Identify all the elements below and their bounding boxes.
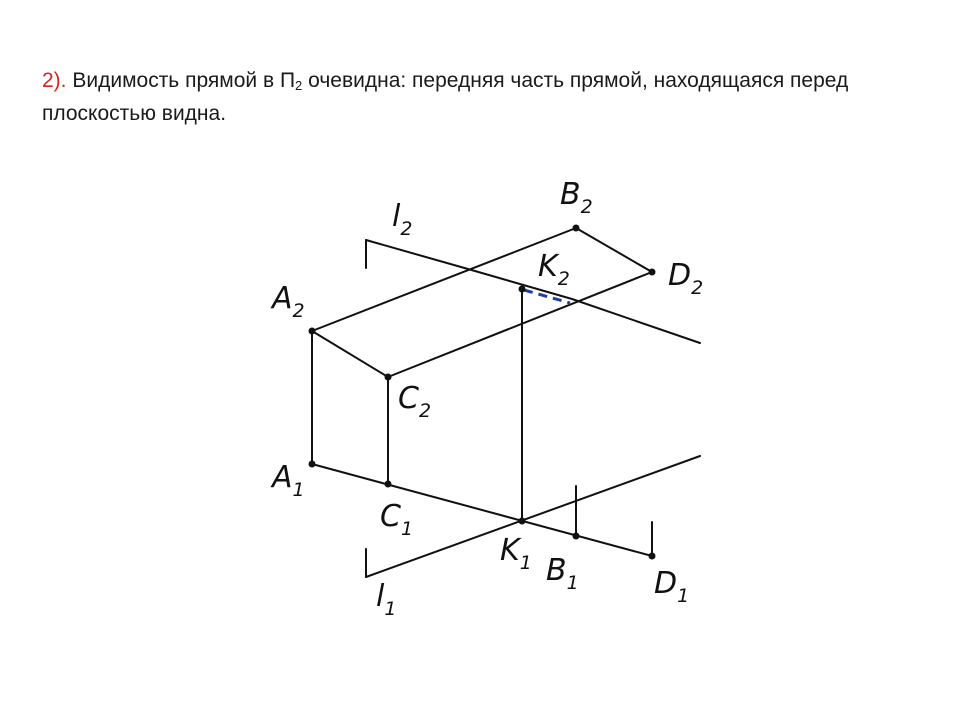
edge-b2-d2: [576, 228, 652, 272]
edge-a2-c2: [312, 331, 388, 377]
point-k2: [519, 286, 526, 293]
caption-number: 2).: [42, 69, 67, 92]
label-l1: l1: [376, 579, 397, 620]
point-c1: [385, 481, 392, 488]
label-a1: A1: [272, 460, 305, 501]
label-c2: C2: [398, 381, 432, 422]
caption-subscript: 2: [295, 78, 303, 93]
point-c2: [385, 374, 392, 381]
label-l2: l2: [392, 199, 413, 240]
point-b1: [573, 533, 580, 540]
label-d2: D2: [668, 258, 704, 299]
point-d2: [649, 269, 656, 276]
label-b2: B2: [560, 177, 593, 218]
point-k1: [519, 518, 526, 525]
point-b2: [573, 225, 580, 232]
label-k1: K1: [500, 533, 532, 574]
trace-a1-d1: [312, 464, 652, 556]
edge-a2-b2: [312, 228, 576, 331]
caption-text-1: Видимость прямой в П: [66, 69, 296, 92]
point-a2: [309, 328, 316, 335]
label-b1: B1: [546, 553, 579, 594]
line-l2: [366, 240, 468, 269]
label-d1: D1: [654, 566, 690, 607]
label-a2: A2: [272, 281, 305, 322]
point-a1: [309, 461, 316, 468]
point-d1: [649, 553, 656, 560]
caption-text-2: очевидна: передняя часть прямой, находящаяся перед плоскостью видна.: [42, 69, 849, 125]
label-c1: C1: [380, 499, 414, 540]
label-k2: K2: [538, 249, 570, 290]
line-l1: [366, 456, 700, 577]
line-l2-visible-right: [572, 299, 700, 343]
